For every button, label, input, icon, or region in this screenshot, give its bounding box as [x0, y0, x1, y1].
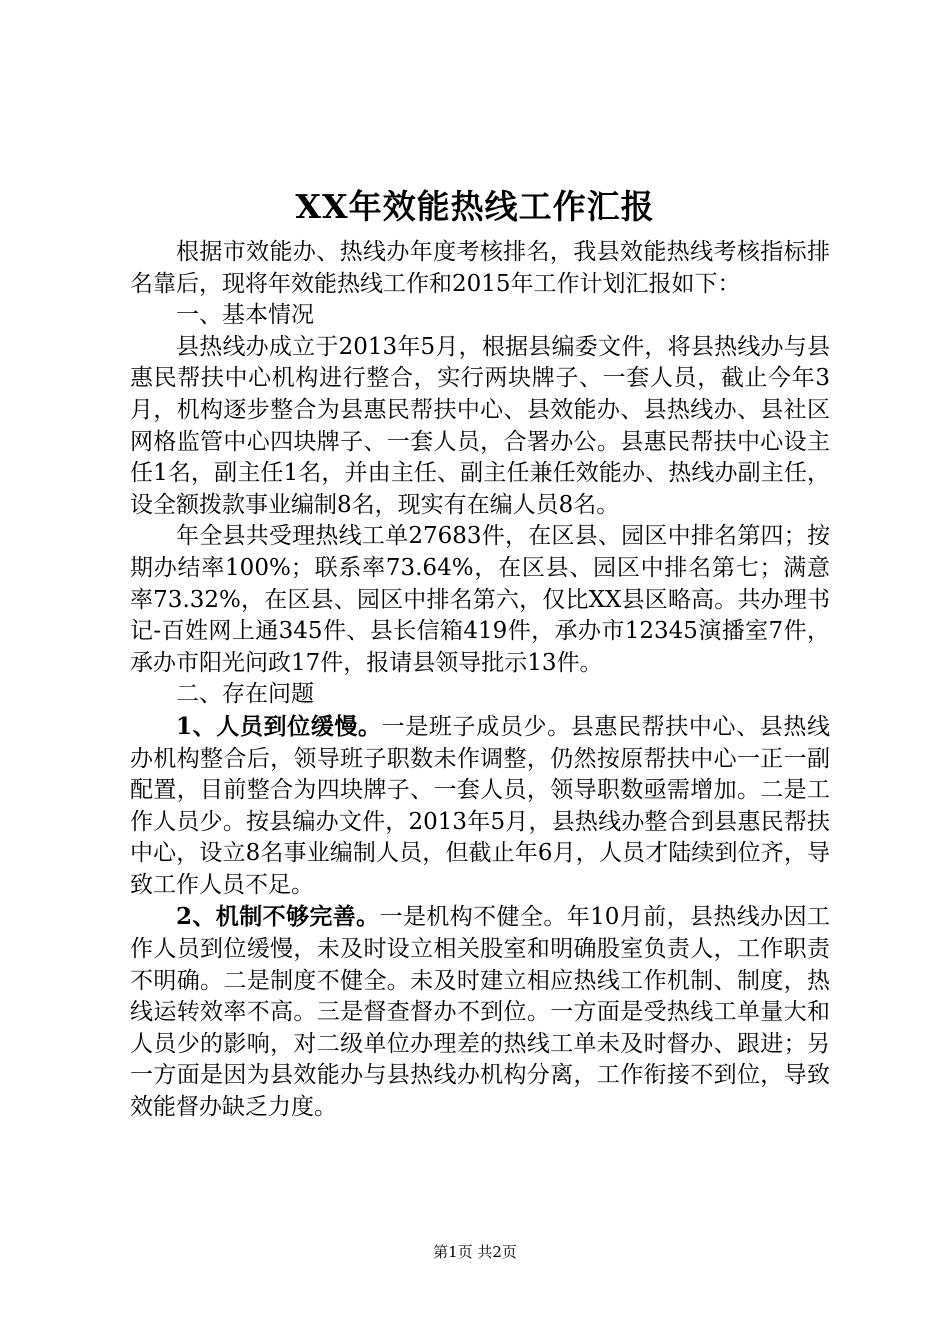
paragraph-basic-org: 县热线办成立于2013年5月，根据县编委文件，将县热线办与县惠民帮扶中心机构进行整合，实行两块牌子、一套人员，截止今年3月，机构逐步整合为县惠民帮扶中心、县效能办、县热线办、县社区网格监管中心四块牌子、一套人员，合署办公。县惠民帮扶中心设主任1名，副主任1名，并由主任、副主任兼任效能办、热线办副主任，设全额拨款事业编制8名，现实有在编人员8名。	[130, 333, 830, 518]
intro-paragraph: 根据市效能办、热线办年度考核排名，我县效能热线考核指标排名靠后，现将年效能热线工作和2015年工作计划汇报如下：	[130, 239, 830, 297]
section-heading-basic: 一、基本情况	[176, 302, 314, 329]
paragraph-problem-mechanism	[130, 901, 830, 1123]
section-heading-problems: 二、存在问题	[176, 681, 314, 708]
page-footer: 第1页 共2页	[433, 1243, 517, 1261]
problem-mechanism-body: 一是机构不健全。年10月前，县热线办因工作人员到位缓慢，未及时设立相关股室和明确股室负责人，工作职责不明确。二是制度不健全。未及时建立相应热线工作机制、制度，热线运转效率不高。三是督查督办不到位。一方面是受热线工单量大和人员少的影响，对二级单位办理差的热线工单未及时督办、跟进；另一方面是因为县效能办与县热线办机构分离，工作衔接不到位，导致效能督办缺乏力度。	[130, 904, 830, 1121]
problem-mechanism-lead: 2、机制不够完善。	[176, 903, 380, 931]
paragraph-basic-stats: 年全县共受理热线工单27683件，在区县、园区中排名第四；按期办结率100%；联系率73.64%，在区县、园区中排名第七；满意率73.32%，在区县、园区中排名第六，仅比XX县区略高。共办理书记-百姓网上通345件、县长信箱419件，承办市12345演播室7件，承办市阳光问政17件，报请县领导批示13件。	[130, 523, 830, 676]
document-title: XX年效能热线工作汇报	[295, 187, 655, 226]
problem-staff-lead: 1、人员到位缓慢。	[176, 712, 382, 740]
document-body	[130, 237, 830, 1124]
problem-staff-body: 一是班子成员少。县惠民帮扶中心、县热线办机构整合后，领导班子职数未作调整，仍然按原帮扶中心一正一副配置，目前整合为四块牌子、一套人员，领导职数亟需增加。二是工作人员少。按县编办文件，2013年5月，县热线办整合到县惠民帮扶中心，设立8名事业编制人员，但截止年6月，人员才陆续到位齐，导致工作人员不足。	[130, 713, 830, 898]
paragraph-problem-staff	[130, 711, 830, 902]
